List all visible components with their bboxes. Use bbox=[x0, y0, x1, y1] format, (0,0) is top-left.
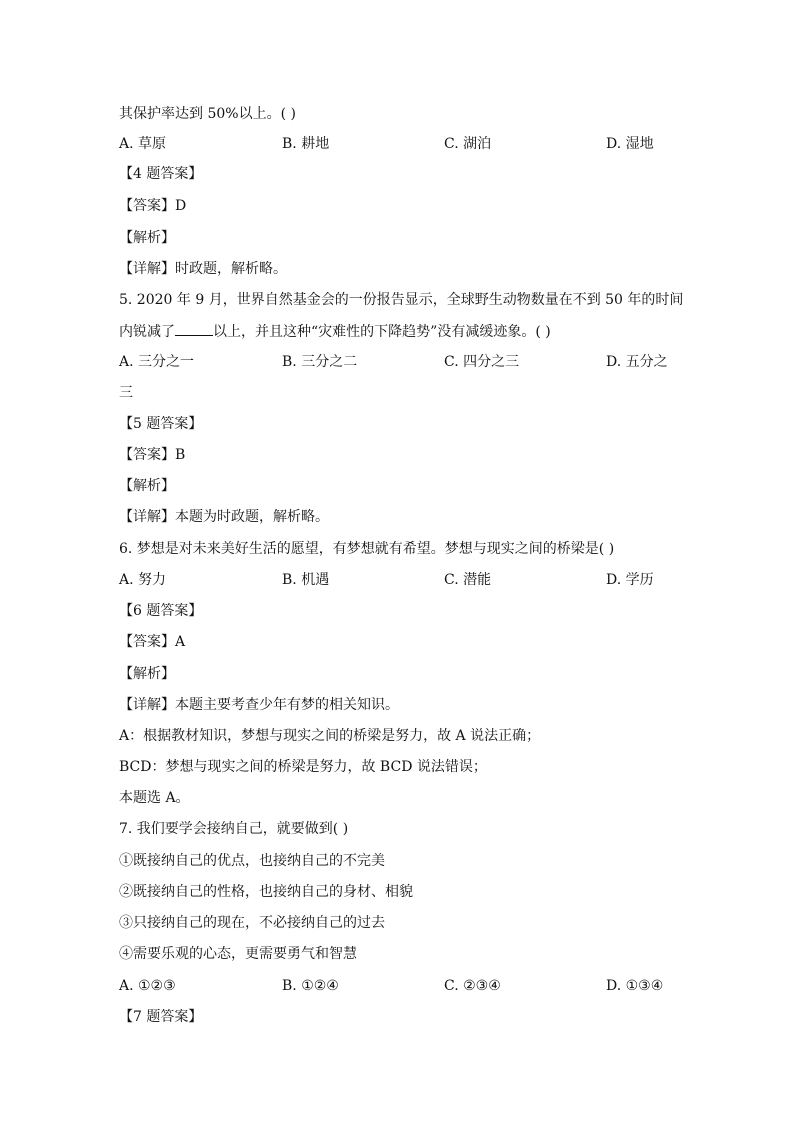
q6-explanation-bcd: BCD：梦想与现实之间的桥梁是努力，故 BCD 说法错误； bbox=[119, 759, 487, 775]
q5-stem-line1: 5. 2020 年 9 月，世界自然基金会的一份报告显示，全球野生动物数量在不到 50 年的时间 bbox=[119, 292, 684, 308]
q7-answer-header: 【7 题答案】 bbox=[119, 1009, 203, 1025]
q6-conclusion: 本题选 A。 bbox=[119, 790, 190, 806]
q7-option-c: C. ②③④ bbox=[444, 978, 501, 994]
q7-item-1: ①既接纳自己的优点，也接纳自己的不完美 bbox=[119, 853, 385, 869]
q6-explanation-a: A：根据教材知识，梦想与现实之间的桥梁是努力，故 A 说法正确； bbox=[119, 728, 541, 744]
q5-option-wrap: 三 bbox=[119, 385, 133, 401]
q5-option-d: D. 五分之 bbox=[606, 354, 668, 370]
q7-option-b: B. ①②④ bbox=[282, 978, 339, 994]
q6-option-b: B. 机遇 bbox=[282, 572, 330, 588]
q7-option-a: A. ①②③ bbox=[119, 978, 176, 994]
q7-option-d: D. ①③④ bbox=[606, 978, 664, 994]
q5-blank bbox=[175, 321, 213, 336]
q4-answer-header: 【4 题答案】 bbox=[119, 166, 203, 182]
q5-option-c: C. 四分之三 bbox=[444, 354, 520, 370]
q6-detail: 【详解】本题主要考查少年有梦的相关知识。 bbox=[119, 697, 399, 713]
q7-item-3: ③只接纳自己的现在，不必接纳自己的过去 bbox=[119, 915, 385, 931]
q5-stem-line2 bbox=[119, 321, 551, 342]
q5-detail: 【详解】本题为时政题，解析略。 bbox=[119, 509, 329, 525]
q6-option-a: A. 努力 bbox=[119, 572, 167, 588]
q4-analysis-header: 【解析】 bbox=[119, 230, 175, 246]
q5-stem-line2-pre: 内锐减了 bbox=[119, 324, 175, 340]
q7-item-2: ②既接纳自己的性格，也接纳自己的身材、相貌 bbox=[119, 884, 413, 900]
q6-answer: 【答案】A bbox=[119, 634, 186, 650]
q4-detail: 【详解】时政题，解析略。 bbox=[119, 261, 287, 277]
q6-answer-header: 【6 题答案】 bbox=[119, 603, 203, 619]
q4-option-d: D. 湿地 bbox=[606, 136, 654, 152]
q4-answer: 【答案】D bbox=[119, 198, 187, 214]
q5-option-b: B. 三分之二 bbox=[282, 354, 358, 370]
q4-option-b: B. 耕地 bbox=[282, 136, 330, 152]
q6-stem: 6. 梦想是对未来美好生活的愿望，有梦想就有希望。梦想与现实之间的桥梁是( ) bbox=[119, 541, 615, 557]
q5-analysis-header: 【解析】 bbox=[119, 478, 175, 494]
q6-option-d: D. 学历 bbox=[606, 572, 654, 588]
q5-answer: 【答案】B bbox=[119, 447, 186, 463]
q4-stem-tail: 其保护率达到 50%以上。( ) bbox=[119, 106, 296, 122]
q5-answer-header: 【5 题答案】 bbox=[119, 416, 203, 432]
q4-option-c: C. 湖泊 bbox=[444, 136, 492, 152]
q6-analysis-header: 【解析】 bbox=[119, 666, 175, 682]
q5-stem-line2-post: 以上，并且这种“灾难性的下降趋势”没有减缓迹象。( ) bbox=[213, 324, 551, 340]
q5-option-a: A. 三分之一 bbox=[119, 354, 195, 370]
q6-option-c: C. 潜能 bbox=[444, 572, 492, 588]
q4-option-a: A. 草原 bbox=[119, 136, 167, 152]
q7-stem: 7. 我们要学会接纳自己，就要做到( ) bbox=[119, 821, 349, 837]
q7-item-4: ④需要乐观的心态，更需要勇气和智慧 bbox=[119, 946, 357, 962]
